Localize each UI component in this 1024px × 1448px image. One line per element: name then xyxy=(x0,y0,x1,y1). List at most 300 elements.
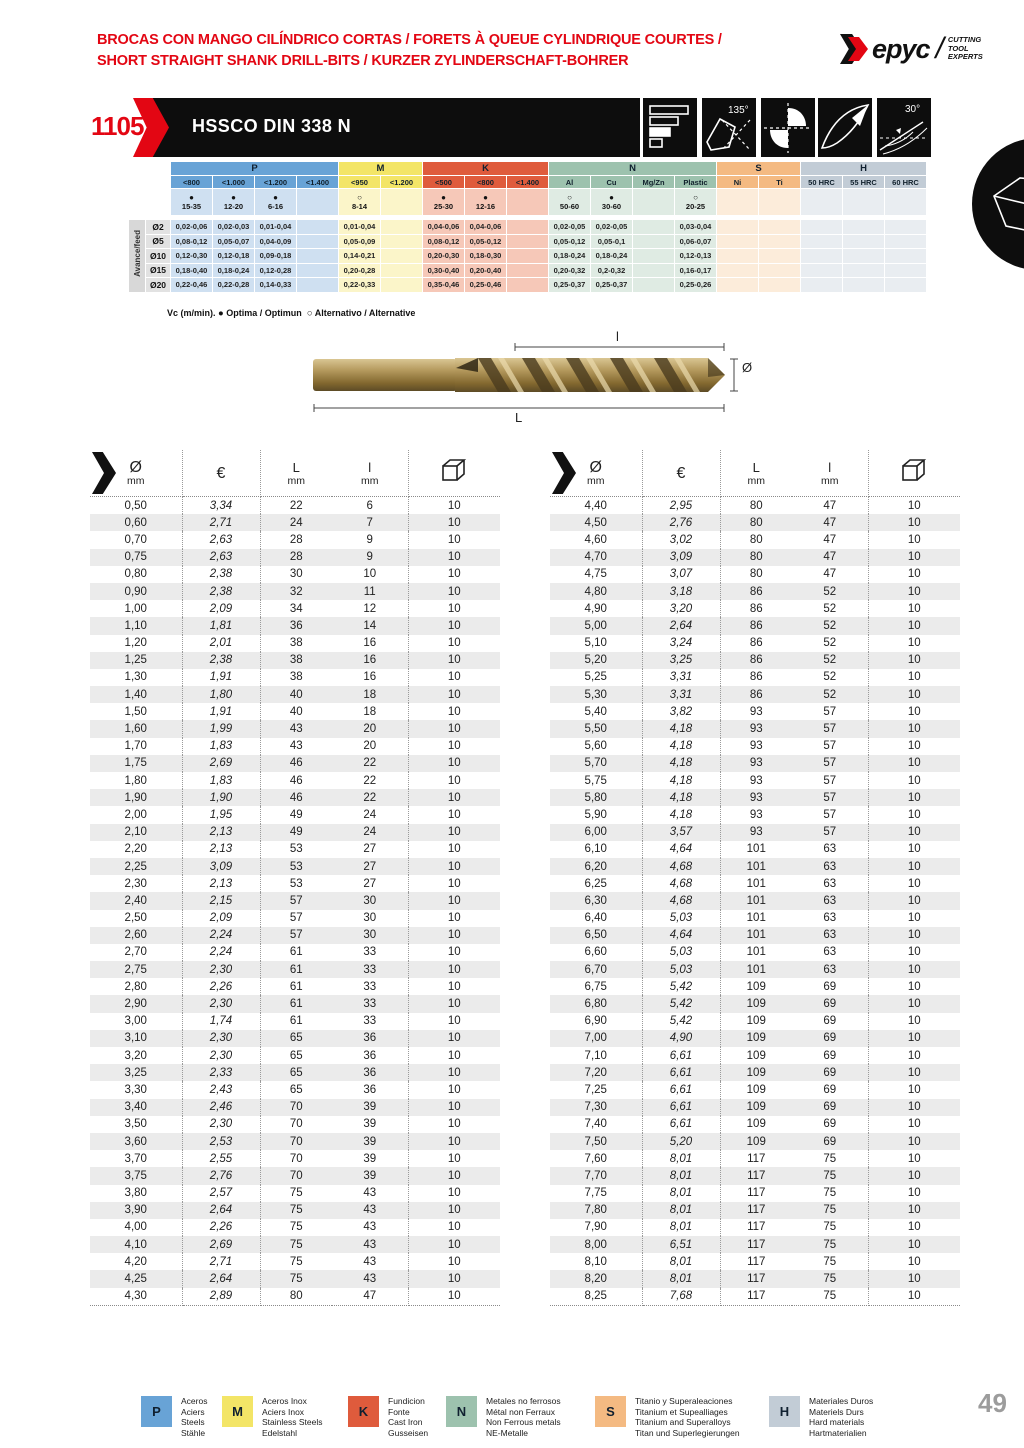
price-row xyxy=(550,1081,960,1098)
cell-total-length: 38 xyxy=(289,654,303,667)
cell-diameter: 0,70 xyxy=(90,531,182,548)
legend-text: Aceros Aciers Steels Stähle xyxy=(181,1396,208,1438)
cell-flute-length: 33 xyxy=(332,978,408,995)
cell-diameter: 5,60 xyxy=(550,738,642,755)
cell-diameter: 8,20 xyxy=(550,1270,642,1287)
price-row xyxy=(550,892,960,909)
cell-total-length: 109 xyxy=(746,1049,766,1062)
cell-qty: 10 xyxy=(907,705,921,718)
cell-flute-length: 20 xyxy=(332,720,408,737)
point-angle-135-icon xyxy=(702,98,756,157)
cell-flute-length: 43 xyxy=(332,1236,408,1253)
cell-flute-length: 69 xyxy=(792,1099,868,1116)
cell-flute-length: 69 xyxy=(792,1081,868,1098)
cell-flute-length: 63 xyxy=(792,892,868,909)
cell-qty: 10 xyxy=(447,1049,461,1062)
cell-total-length: 32 xyxy=(289,585,303,598)
cell-qty: 10 xyxy=(907,860,921,873)
cell-price: 2,64 xyxy=(182,1270,260,1287)
cell-qty: 10 xyxy=(447,1083,461,1096)
price-row xyxy=(550,841,960,858)
cell-total-length: 101 xyxy=(746,929,766,942)
cell-total-length: 80 xyxy=(749,551,763,564)
cell-qty: 10 xyxy=(447,637,461,650)
sub-header: <1.200 xyxy=(381,176,422,188)
cell-total-length: 70 xyxy=(289,1118,303,1131)
cell-total-length: 28 xyxy=(289,551,303,564)
feed-cell xyxy=(759,249,800,263)
cell-qty: 10 xyxy=(907,946,921,959)
cell-qty: 10 xyxy=(907,1049,921,1062)
cell-diameter: 2,10 xyxy=(90,824,182,841)
cell-total-length: 43 xyxy=(289,740,303,753)
cell-diameter: 1,20 xyxy=(90,635,182,652)
cell-total-length: 117 xyxy=(747,1255,766,1268)
cell-qty: 10 xyxy=(907,877,921,890)
cell-total-length: 61 xyxy=(289,980,303,993)
feed-cell xyxy=(885,278,926,292)
feed-cell xyxy=(759,278,800,292)
cell-total-length: 36 xyxy=(289,619,303,632)
vc-cell xyxy=(885,189,926,215)
price-row xyxy=(90,961,500,978)
feed-cell: 0,09-0,18 xyxy=(255,249,296,263)
feed-cell: 0,18-0,24 xyxy=(549,249,590,263)
col-header-flute-length: l mm xyxy=(332,450,408,497)
cell-qty: 10 xyxy=(907,688,921,701)
cell-flute-length: 47 xyxy=(792,531,868,548)
cell-diameter: 2,60 xyxy=(90,927,182,944)
cell-price: 2,89 xyxy=(182,1288,260,1306)
cell-price: 4,64 xyxy=(642,841,720,858)
feed-cell: 0,35-0,46 xyxy=(423,278,464,292)
cell-qty: 10 xyxy=(447,929,461,942)
cell-diameter: 2,25 xyxy=(90,858,182,875)
price-row xyxy=(90,617,500,634)
price-row xyxy=(90,1116,500,1133)
feed-cell xyxy=(507,249,548,263)
vc-cell: ○ 50-60 xyxy=(549,189,590,215)
cell-flute-length: 30 xyxy=(332,927,408,944)
cell-qty: 10 xyxy=(447,1066,461,1079)
cell-price: 8,01 xyxy=(642,1185,720,1202)
cell-price: 3,31 xyxy=(642,686,720,703)
cell-flute-length: 57 xyxy=(792,720,868,737)
cell-total-length: 101 xyxy=(746,963,766,976)
cell-qty: 10 xyxy=(447,1032,461,1045)
feed-cell xyxy=(381,278,422,292)
feed-cell xyxy=(507,264,548,278)
cell-price: 1,99 xyxy=(182,720,260,737)
col-header-flute-length: l mm xyxy=(792,450,868,497)
total-length-label: L xyxy=(515,410,523,425)
price-row xyxy=(90,1099,500,1116)
feed-cell: 0,20-0,32 xyxy=(549,264,590,278)
cell-diameter: 3,90 xyxy=(90,1202,182,1219)
cell-diameter: 3,50 xyxy=(90,1116,182,1133)
cell-total-length: 109 xyxy=(746,1135,766,1148)
cell-diameter: 7,80 xyxy=(550,1202,642,1219)
cell-total-length: 40 xyxy=(289,688,303,701)
package-qty-icon xyxy=(408,450,500,497)
price-row xyxy=(550,652,960,669)
cell-total-length: 117 xyxy=(720,1288,792,1306)
price-row xyxy=(90,497,500,515)
price-row xyxy=(550,669,960,686)
cell-total-length: 93 xyxy=(749,826,763,839)
cell-qty: 10 xyxy=(907,568,921,581)
feed-cell: 0,04-0,06 xyxy=(423,220,464,234)
cell-flute-length: 52 xyxy=(792,600,868,617)
cell-diameter: 8,25 xyxy=(550,1288,642,1306)
cell-flute-length: 75 xyxy=(792,1253,868,1270)
brand-chevron-icon xyxy=(840,34,870,64)
cell-qty: 10 xyxy=(447,671,461,684)
price-row xyxy=(550,927,960,944)
cell-flute-length: 57 xyxy=(792,824,868,841)
cell-total-length: 93 xyxy=(749,757,763,770)
cell-price: 2,15 xyxy=(182,892,260,909)
cell-price: 2,53 xyxy=(182,1133,260,1150)
feed-cell xyxy=(717,264,758,278)
cell-qty: 10 xyxy=(447,740,461,753)
cell-diameter: 7,60 xyxy=(550,1150,642,1167)
cell-flute-length: 33 xyxy=(332,961,408,978)
feed-cell xyxy=(297,249,338,263)
cell-diameter: 2,75 xyxy=(90,961,182,978)
cell-total-length: 49 xyxy=(289,826,303,839)
cell-diameter: 4,25 xyxy=(90,1270,182,1287)
cell-total-length: 46 xyxy=(289,791,303,804)
cell-diameter: 6,60 xyxy=(550,944,642,961)
cell-total-length: 61 xyxy=(289,1015,303,1028)
vc-cell xyxy=(843,189,884,215)
cell-flute-length: 43 xyxy=(332,1270,408,1287)
price-row xyxy=(550,995,960,1012)
price-row xyxy=(550,1167,960,1184)
cell-total-length: 61 xyxy=(289,946,303,959)
cell-qty: 10 xyxy=(447,1152,461,1165)
cell-diameter: 5,30 xyxy=(550,686,642,703)
feed-cell: 0,16-0,17 xyxy=(675,264,716,278)
cell-price: 8,01 xyxy=(642,1150,720,1167)
feed-cell: 0,18-0,30 xyxy=(465,249,506,263)
price-row xyxy=(550,978,960,995)
cell-diameter: 0,75 xyxy=(90,549,182,566)
cell-qty: 10 xyxy=(447,963,461,976)
cell-flute-length: 33 xyxy=(332,944,408,961)
cell-qty: 10 xyxy=(447,843,461,856)
price-row xyxy=(90,789,500,806)
cell-total-length: 86 xyxy=(749,688,763,701)
price-row xyxy=(550,617,960,634)
cell-qty: 10 xyxy=(447,602,461,615)
feed-cell: 0,20-0,28 xyxy=(339,264,380,278)
legend-text: Materiales Duros Materiels Durs Hard materials Hartmaterialien xyxy=(809,1396,874,1438)
vc-note: Vc (m/min). ● Optima / Optimun ○ Alternativo / Alternative xyxy=(167,308,416,319)
cell-price: 5,20 xyxy=(642,1133,720,1150)
cell-price: 2,38 xyxy=(182,583,260,600)
cell-flute-length: 39 xyxy=(332,1133,408,1150)
svg-text:30°: 30° xyxy=(905,104,921,115)
feed-cell: 0,2-0,32 xyxy=(591,264,632,278)
price-row xyxy=(550,944,960,961)
cell-flute-length: 16 xyxy=(332,652,408,669)
price-row xyxy=(550,875,960,892)
cell-flute-length: 63 xyxy=(792,875,868,892)
price-row xyxy=(90,600,500,617)
cell-total-length: 117 xyxy=(747,1152,766,1165)
cell-price: 2,57 xyxy=(182,1185,260,1202)
cell-price: 3,25 xyxy=(642,652,720,669)
cell-total-length: 53 xyxy=(289,843,303,856)
cell-diameter: 2,00 xyxy=(90,806,182,823)
cell-diameter: 2,30 xyxy=(90,875,182,892)
cell-price: 1,83 xyxy=(182,738,260,755)
price-row xyxy=(90,1219,500,1236)
cell-diameter: 6,80 xyxy=(550,995,642,1012)
cell-qty: 10 xyxy=(907,533,921,546)
cell-qty: 10 xyxy=(868,1288,960,1306)
legend-swatch-P: P xyxy=(141,1396,172,1427)
price-row xyxy=(550,755,960,772)
sub-header: Ti xyxy=(759,176,800,188)
cell-total-length: 86 xyxy=(749,585,763,598)
cell-price: 2,71 xyxy=(182,1253,260,1270)
cell-total-length: 75 xyxy=(289,1255,303,1268)
cell-total-length: 109 xyxy=(746,1101,766,1114)
cell-price: 3,09 xyxy=(182,858,260,875)
cell-price: 2,71 xyxy=(182,514,260,531)
cell-total-length: 117 xyxy=(747,1169,766,1182)
feed-cell: 0,02-0,03 xyxy=(213,220,254,234)
price-row xyxy=(550,1099,960,1116)
feed-cell: 0,20-0,30 xyxy=(423,249,464,263)
cell-qty: 10 xyxy=(907,1255,921,1268)
cell-price: 2,09 xyxy=(182,910,260,927)
cell-qty: 10 xyxy=(447,568,461,581)
cell-flute-length: 52 xyxy=(792,583,868,600)
cell-total-length: 75 xyxy=(289,1238,303,1251)
cell-price: 3,09 xyxy=(642,549,720,566)
feed-cell: 0,05-0,07 xyxy=(213,235,254,249)
cell-diameter: 2,90 xyxy=(90,995,182,1012)
cell-qty: 10 xyxy=(907,654,921,667)
cell-qty: 10 xyxy=(907,585,921,598)
cell-total-length: 75 xyxy=(289,1187,303,1200)
cell-flute-length: 63 xyxy=(792,858,868,875)
cell-qty: 10 xyxy=(447,1135,461,1148)
legend-item-H xyxy=(769,1396,873,1438)
cell-price: 6,61 xyxy=(642,1047,720,1064)
price-row xyxy=(90,635,500,652)
cell-qty: 10 xyxy=(907,808,921,821)
price-row xyxy=(550,600,960,617)
cell-total-length: 46 xyxy=(289,774,303,787)
price-row xyxy=(550,497,960,515)
cell-flute-length: 30 xyxy=(332,910,408,927)
cell-diameter: 7,50 xyxy=(550,1133,642,1150)
cell-flute-length: 27 xyxy=(332,841,408,858)
cell-flute-length: 63 xyxy=(792,927,868,944)
cell-total-length: 109 xyxy=(746,1083,766,1096)
cell-diameter: 2,40 xyxy=(90,892,182,909)
feed-cell: 0,08-0,12 xyxy=(171,235,212,249)
cell-diameter: 0,90 xyxy=(90,583,182,600)
cell-price: 3,82 xyxy=(642,703,720,720)
cell-price: 4,68 xyxy=(642,875,720,892)
cell-flute-length: 75 xyxy=(792,1202,868,1219)
cell-total-length: 101 xyxy=(746,894,766,907)
cell-flute-length: 57 xyxy=(792,755,868,772)
cell-flute-length: 69 xyxy=(792,1133,868,1150)
cell-total-length: 117 xyxy=(747,1187,766,1200)
cell-qty: 10 xyxy=(907,980,921,993)
cell-diameter: 3,30 xyxy=(90,1081,182,1098)
cell-qty: 10 xyxy=(447,946,461,959)
vc-cell: ● 15-35 xyxy=(171,189,212,215)
cell-diameter: 3,40 xyxy=(90,1099,182,1116)
cell-qty: 10 xyxy=(447,499,461,512)
drill-point-medallion-icon xyxy=(972,138,1024,270)
feed-cell: 0,05-0,09 xyxy=(339,235,380,249)
cell-qty: 10 xyxy=(907,602,921,615)
cell-diameter: 1,75 xyxy=(90,755,182,772)
cell-price: 2,63 xyxy=(182,549,260,566)
sub-header: <800 xyxy=(465,176,506,188)
cell-flute-length: 33 xyxy=(332,995,408,1012)
feed-cell xyxy=(885,235,926,249)
cell-price: 8,01 xyxy=(642,1167,720,1184)
cell-qty: 10 xyxy=(907,791,921,804)
feed-cell: 0,02-0,06 xyxy=(171,220,212,234)
feed-cell: 0,05-0,12 xyxy=(465,235,506,249)
cell-qty: 10 xyxy=(447,533,461,546)
cell-total-length: 38 xyxy=(289,637,303,650)
price-row xyxy=(550,738,960,755)
cell-diameter: 3,80 xyxy=(90,1185,182,1202)
feed-cell xyxy=(381,264,422,278)
cell-price: 2,55 xyxy=(182,1150,260,1167)
cell-qty: 10 xyxy=(447,1015,461,1028)
cell-diameter: 4,40 xyxy=(550,497,642,515)
feed-cell: 0,01-0,04 xyxy=(255,220,296,234)
cell-flute-length: 69 xyxy=(792,1047,868,1064)
price-row xyxy=(90,703,500,720)
group-header-M: M xyxy=(339,162,422,175)
feed-cell xyxy=(801,235,842,249)
price-row xyxy=(550,1270,960,1287)
cell-price: 1,83 xyxy=(182,772,260,789)
cell-flute-length: 47 xyxy=(792,514,868,531)
feed-cell: 0,06-0,07 xyxy=(675,235,716,249)
feed-cell xyxy=(633,220,674,234)
price-row xyxy=(550,1185,960,1202)
cell-qty: 10 xyxy=(447,774,461,787)
feed-cell: 0,25-0,37 xyxy=(549,278,590,292)
cell-flute-length: 57 xyxy=(792,703,868,720)
cell-qty: 10 xyxy=(447,877,461,890)
cell-price: 3,18 xyxy=(642,583,720,600)
cell-flute-length: 57 xyxy=(792,806,868,823)
cell-diameter: 1,50 xyxy=(90,703,182,720)
price-row xyxy=(90,995,500,1012)
sub-header: Mg/Zn xyxy=(633,176,674,188)
cell-total-length: 80 xyxy=(749,516,763,529)
price-row xyxy=(90,772,500,789)
legend-text: Fundicion Fonte Cast Iron Gusseisen xyxy=(388,1396,429,1438)
cell-diameter: 7,30 xyxy=(550,1099,642,1116)
cell-qty: 10 xyxy=(907,912,921,925)
cell-flute-length: 39 xyxy=(332,1099,408,1116)
cell-price: 8,01 xyxy=(642,1219,720,1236)
price-row xyxy=(90,531,500,548)
cell-flute-length: 52 xyxy=(792,617,868,634)
feed-cell xyxy=(297,264,338,278)
cell-price: 2,30 xyxy=(182,1030,260,1047)
cell-price: 2,64 xyxy=(642,617,720,634)
cell-flute-length: 7 xyxy=(332,514,408,531)
cell-qty: 10 xyxy=(447,791,461,804)
cell-diameter: 6,25 xyxy=(550,875,642,892)
feed-cell: 0,18-0,40 xyxy=(171,264,212,278)
feed-cell: 0,20-0,40 xyxy=(465,264,506,278)
feed-cell: 0,01-0,04 xyxy=(339,220,380,234)
cell-diameter: 4,20 xyxy=(90,1253,182,1270)
cell-total-length: 70 xyxy=(289,1135,303,1148)
price-row xyxy=(90,686,500,703)
cell-price: 4,18 xyxy=(642,755,720,772)
vc-cell xyxy=(801,189,842,215)
cell-price: 4,18 xyxy=(642,720,720,737)
cell-qty: 10 xyxy=(447,894,461,907)
legend-swatch-N: N xyxy=(446,1396,477,1427)
cell-total-length: 86 xyxy=(749,654,763,667)
cell-diameter: 1,70 xyxy=(90,738,182,755)
cell-price: 3,31 xyxy=(642,669,720,686)
cell-diameter: 6,70 xyxy=(550,961,642,978)
feed-cell: 0,25-0,46 xyxy=(465,278,506,292)
vc-cell xyxy=(507,189,548,215)
cell-qty: 10 xyxy=(408,1288,500,1306)
cell-diameter: 6,90 xyxy=(550,1013,642,1030)
cell-diameter: 6,75 xyxy=(550,978,642,995)
cell-price: 2,69 xyxy=(182,755,260,772)
price-row xyxy=(550,1116,960,1133)
cell-flute-length: 43 xyxy=(332,1185,408,1202)
cell-total-length: 86 xyxy=(749,602,763,615)
cell-diameter: 5,90 xyxy=(550,806,642,823)
cell-flute-length: 16 xyxy=(332,669,408,686)
sub-header: <800 xyxy=(171,176,212,188)
cell-price: 8,01 xyxy=(642,1202,720,1219)
cell-diameter: 4,80 xyxy=(550,583,642,600)
cell-qty: 10 xyxy=(907,1204,921,1217)
cell-price: 2,64 xyxy=(182,1202,260,1219)
cell-price: 2,43 xyxy=(182,1081,260,1098)
cell-price: 2,13 xyxy=(182,824,260,841)
legend-text: Titanio y Superaleaciones Titanium et Supealliages Titanium and Superalloys Titan und Superlegierungen xyxy=(635,1396,740,1438)
sub-header: Cu xyxy=(591,176,632,188)
cell-flute-length: 36 xyxy=(332,1030,408,1047)
cell-price: 6,51 xyxy=(642,1236,720,1253)
cell-price: 2,76 xyxy=(642,514,720,531)
cell-diameter: 7,25 xyxy=(550,1081,642,1098)
cell-flute-length: 20 xyxy=(332,738,408,755)
cell-qty: 10 xyxy=(447,1238,461,1251)
feed-cell xyxy=(801,220,842,234)
sub-header: 60 HRC xyxy=(885,176,926,188)
